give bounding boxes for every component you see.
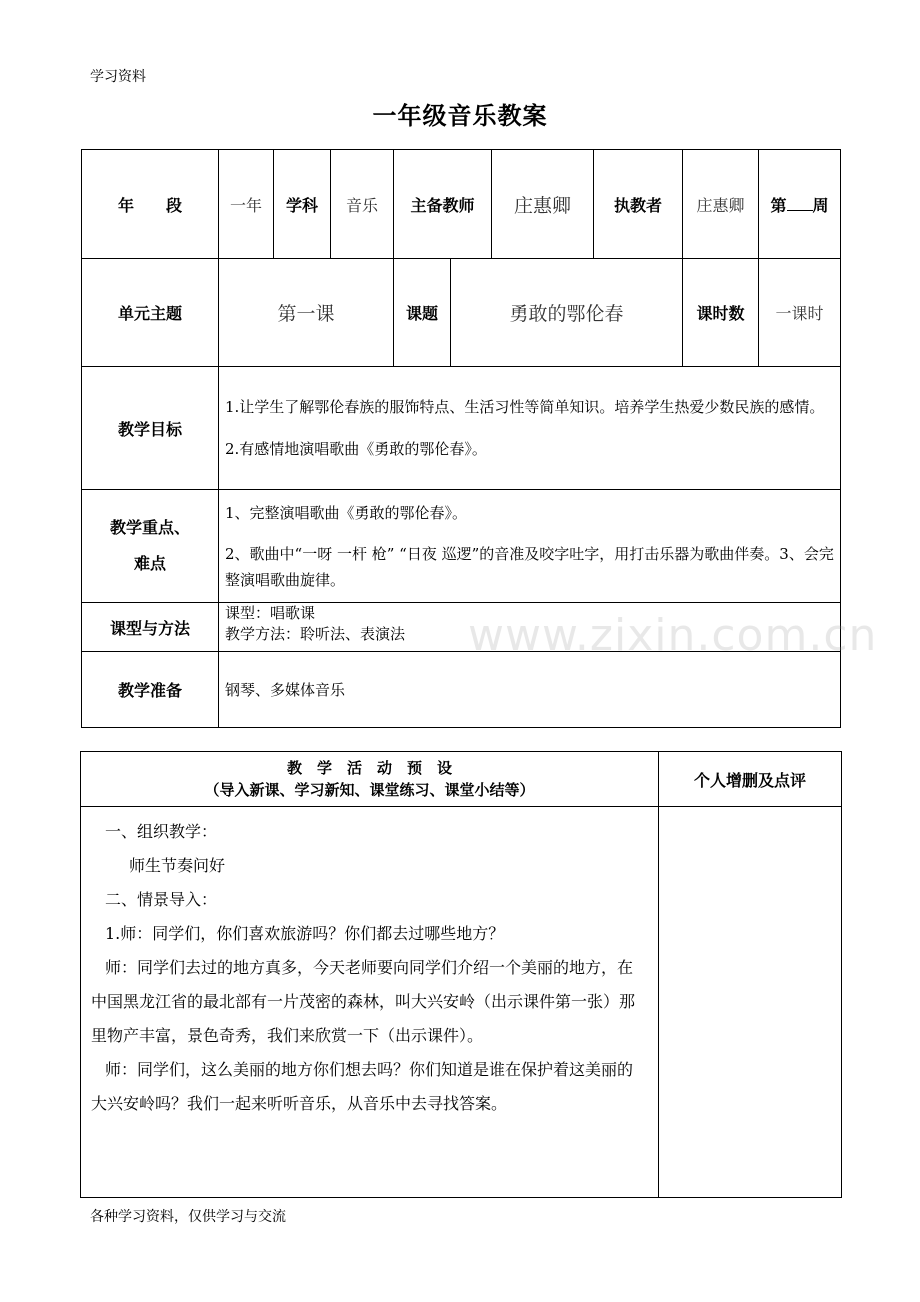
goals-line-1: 1.让学生了解鄂伦春族的服饰特点、生活习性等简单知识。培养学生热爱少数民族的感情。	[225, 398, 825, 416]
lesson-info-table	[81, 149, 841, 728]
info-row-method	[82, 603, 841, 652]
week-prefix: 第	[770, 195, 787, 215]
activity-heading	[81, 752, 659, 807]
info-row-prep	[82, 652, 841, 728]
goals-content	[219, 367, 841, 490]
week-blank	[787, 196, 813, 211]
info-row-focus	[82, 490, 841, 603]
focus-label-line-1: 教学重点、	[109, 518, 190, 537]
goals-line-2: 2.有感情地演唱歌曲《勇敢的鄂伦春》。	[225, 440, 487, 458]
week-suffix: 周	[812, 195, 829, 215]
activity-line-3: 二、情景导入：	[105, 890, 218, 909]
unit-value: 第一课	[219, 259, 394, 367]
method-content	[219, 603, 841, 652]
activity-heading-line-2: （导入新课、学习新知、课堂练习、课堂小结等）	[204, 781, 535, 799]
lesson-value: 勇敢的鄂伦春	[451, 259, 683, 367]
subject-value: 音乐	[331, 150, 394, 259]
unit-label: 单元主题	[82, 259, 219, 367]
prep-label: 教学准备	[82, 652, 219, 728]
teacher-label: 执教者	[594, 150, 683, 259]
focus-content	[219, 490, 841, 603]
focus-label-line-2: 难点	[133, 554, 166, 573]
activity-table	[80, 751, 842, 1198]
activity-line-1: 一、组织教学：	[105, 822, 218, 841]
info-row-unit	[82, 259, 841, 367]
focus-line-1: 1、完整演唱歌曲《勇敢的鄂伦春》。	[225, 504, 468, 522]
method-line-1: 课型：唱歌课	[225, 604, 316, 622]
info-row-basic	[82, 150, 841, 259]
activity-line-2: 师生节奏问好	[129, 856, 226, 875]
focus-label	[82, 490, 219, 603]
subject-label: 学科	[274, 150, 331, 259]
lead-teacher-label: 主备教师	[394, 150, 492, 259]
grade-value: 一年	[219, 150, 274, 259]
prep-content: 钢琴、多媒体音乐	[219, 652, 841, 728]
activity-line-4: 1.师：同学们，你们喜欢旅游吗？你们都去过哪些地方？	[105, 924, 505, 943]
teacher-value: 庄惠卿	[683, 150, 759, 259]
page-header-note: 学习资料	[90, 69, 146, 85]
notes-heading: 个人增删及点评	[659, 752, 842, 807]
activity-body-row	[81, 807, 842, 1198]
grade-label: 年 段	[82, 150, 219, 259]
focus-line-2: 2、歌曲中“一呀 一杆 枪” “日夜 巡逻”的音准及咬字吐字，用打击乐器为歌曲伴奏。3、会完整演唱歌曲旋律。	[225, 545, 834, 589]
info-row-goals	[82, 367, 841, 490]
watermark: www.zixin.com.cn	[468, 610, 878, 661]
goals-label: 教学目标	[82, 367, 219, 490]
notes-content	[659, 807, 842, 1198]
week-cell	[759, 150, 841, 259]
periods-value: 一课时	[759, 259, 841, 367]
page-footer-note: 各种学习资料，仅供学习与交流	[90, 1209, 286, 1225]
method-label: 课型与方法	[82, 603, 219, 652]
activity-line-6: 师：同学们，这么美丽的地方你们想去吗？你们知道是谁在保护着这美丽的大兴安岭吗？我们一起来听听音乐，从音乐中去寻找答案。	[91, 1060, 634, 1113]
lesson-label: 课题	[394, 259, 451, 367]
activity-heading-line-1: 教 学 活 动 预 设	[286, 759, 452, 777]
method-line-2: 教学方法：聆听法、表演法	[225, 625, 406, 643]
activity-line-5: 师：同学们去过的地方真多，今天老师要向同学们介绍一个美丽的地方，在中国黑龙江省的最北部有一片茂密的森林，叫大兴安岭（出示课件第一张）那里物产丰富，景色奇秀，我们来欣赏一下（出示课件）。	[91, 958, 636, 1045]
activity-header-row	[81, 752, 842, 807]
lead-teacher-value: 庄惠卿	[492, 150, 594, 259]
activity-content	[81, 807, 659, 1198]
document-title: 一年级音乐教案	[372, 102, 548, 130]
periods-label: 课时数	[683, 259, 759, 367]
